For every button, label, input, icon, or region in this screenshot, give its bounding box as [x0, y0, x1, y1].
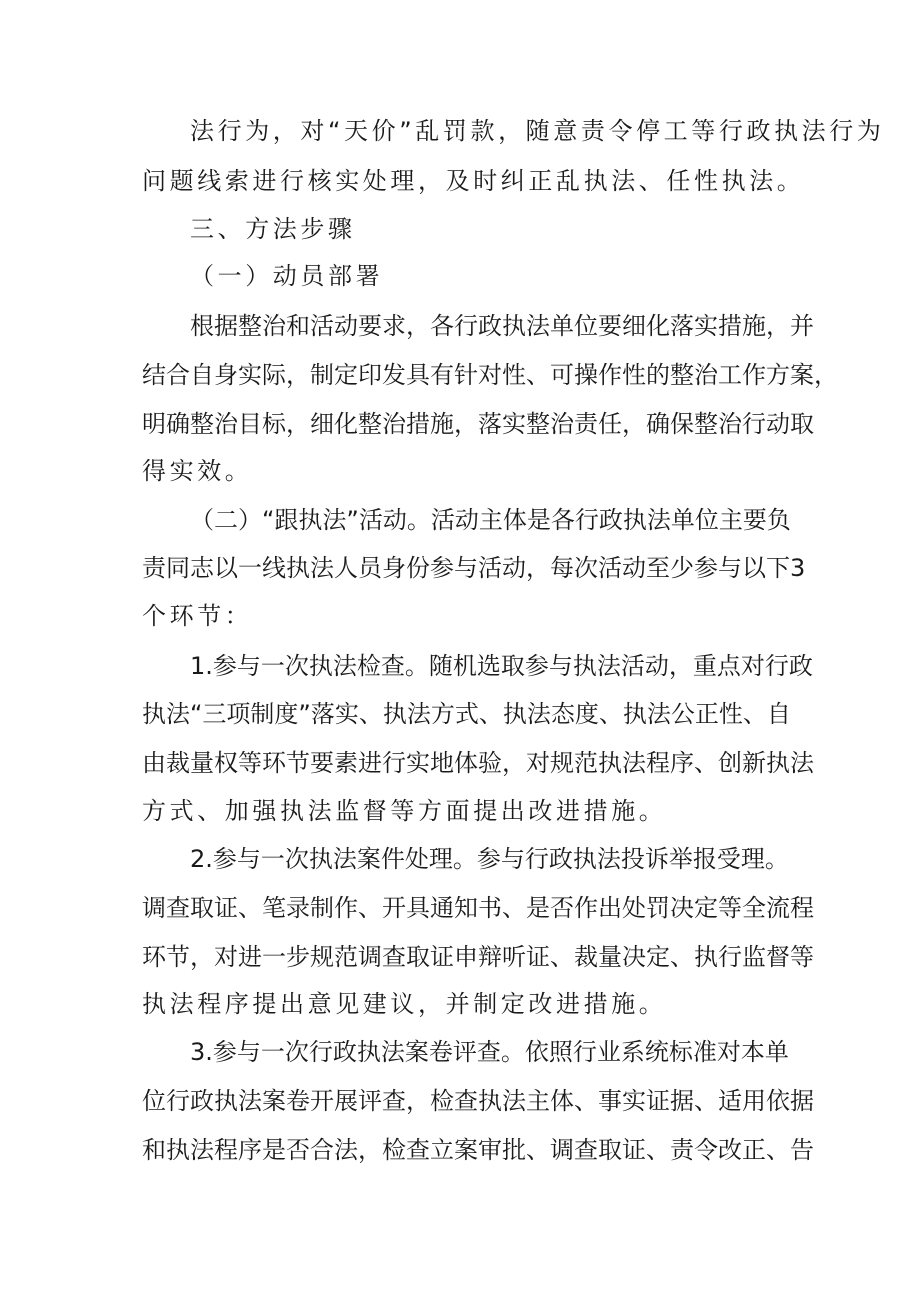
paragraph-line: 得实效。: [142, 457, 253, 485]
paragraph-line: 根据整治和活动要求，各行政执法单位要细化落实措施，并: [190, 312, 814, 340]
section-heading: 三、方法步骤: [190, 215, 356, 243]
paragraph-line: 个环节：: [142, 602, 253, 630]
subsection-heading: （一）动员部署: [190, 262, 384, 290]
paragraph-line: 方式、加强执法监督等方面提出改进措施。: [142, 797, 667, 825]
paragraph-line: 2.参与一次执法案件处理。参与行政执法投诉举报受理。: [190, 845, 789, 873]
paragraph-line: 明确整治目标，细化整治措施，落实整治责任，确保整治行动取: [142, 410, 814, 438]
paragraph-line: 环节，对进一步规范调查取证申辩听证、裁量决定、执行监督等: [142, 943, 814, 971]
paragraph-line: 位行政执法案卷开展评查，检查执法主体、事实证据、适用依据: [142, 1087, 814, 1115]
paragraph-line: 法行为，对“天价”乱罚款，随意责令停工等行政执法行为: [190, 117, 885, 145]
paragraph-line: 1.参与一次执法检查。随机选取参与执法活动，重点对行政: [190, 652, 813, 680]
paragraph-line: 问题线索进行核实处理，及时纠正乱执法、任性执法。: [142, 167, 805, 195]
paragraph-line: 3.参与一次行政执法案卷评查。依照行业系统标准对本单: [190, 1038, 789, 1066]
paragraph-line: 调查取证、笔录制作、开具通知书、是否作出处罚决定等全流程: [142, 894, 814, 922]
paragraph-line: 由裁量权等环节要素进行实地体验，对规范执法程序、创新执法: [142, 749, 814, 777]
paragraph-line: 执法程序提出意见建议，并制定改进措施。: [142, 990, 667, 1018]
paragraph-line: 和执法程序是否合法，检查立案审批、调查取证、责令改正、告: [142, 1136, 814, 1164]
paragraph-line: （二）“跟执法”活动。活动主体是各行政执法单位主要负: [190, 506, 791, 534]
paragraph-line: 执法“三项制度”落实、执法方式、执法态度、执法公正性、自: [142, 700, 791, 728]
paragraph-line: 责同志以一线执法人员身份参与活动，每次活动至少参与以下3: [142, 554, 806, 582]
paragraph-line: 结合自身实际，制定印发具有针对性、可操作性的整治工作方案，: [142, 361, 838, 389]
